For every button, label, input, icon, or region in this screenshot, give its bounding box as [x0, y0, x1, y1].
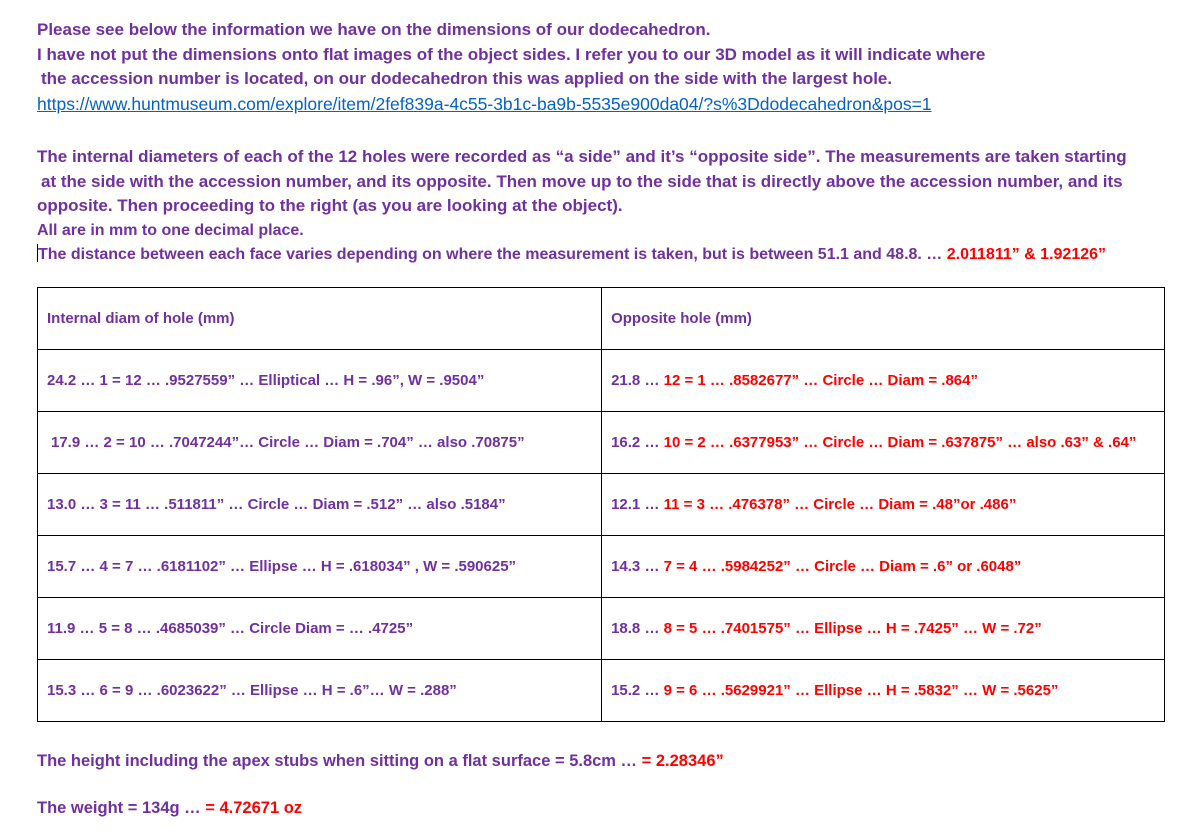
opposite-detail: 10 = 2 … .6377953” … Circle … Diam = .637875” … also .63” & .64” [659, 434, 1137, 451]
opposite-mm: 15.2 … [611, 682, 660, 699]
opposite-mm: 14.3 … [611, 558, 660, 575]
museum-3d-model-link[interactable]: https://www.huntmuseum.com/explore/item/2fef839a-4c55-3b1c-ba9b-5535e900da04/?s%3Ddodecahedron&pos=1 [37, 93, 932, 114]
opposite-detail: 7 = 4 … .5984252” … Circle … Diam = .6” or .6048” [659, 558, 1022, 575]
hole-mm: 13.0 … [47, 496, 96, 513]
opposite-mm: 16.2 … [611, 434, 660, 451]
intro-line-3: the accession number is located, on our dodecahedron this was applied on the side with the largest hole. [41, 69, 893, 88]
weight-label: The weight = 134g … [37, 799, 201, 817]
opposite-cell [602, 474, 1165, 536]
opposite-mm: 18.8 … [611, 620, 660, 637]
hole-detail: 3 = 11 … .511811” … Circle … Diam = .512” … also .5184” [95, 496, 506, 513]
hole-mm: 24.2 … [47, 372, 96, 389]
hole-mm: 15.3 … [47, 682, 96, 699]
hole-cell [38, 412, 602, 474]
face-distance-inches: 2.011811” & 1.92126” [942, 246, 1107, 263]
header-internal-diam: Internal diam of hole (mm) [38, 288, 602, 350]
weight-line [37, 799, 302, 818]
opposite-cell [602, 598, 1165, 660]
opposite-cell [602, 412, 1165, 474]
table-header-row [38, 288, 1165, 350]
hole-cell [38, 474, 602, 536]
hole-mm: 15.7 … [47, 558, 96, 575]
intro-line-2: I have not put the dimensions onto flat images of the object sides. I refer you to our 3D model as it will indicate where [37, 44, 986, 64]
hole-mm: 17.9 … [51, 434, 100, 451]
opposite-detail: 11 = 3 … .476378” … Circle … Diam = .48”or .486” [659, 496, 1017, 513]
face-distance-text: The distance between each face varies depending on where the measurement is taken, but is between 51.1 and 48.8. … [38, 246, 943, 263]
hole-detail: 1 = 12 … .9527559” … Elliptical … H = .96”, W = .9504” [95, 372, 485, 389]
opposite-mm: 21.8 … [611, 372, 660, 389]
opposite-detail: 9 = 6 … .5629921” … Ellipse … H = .5832” … W = .5625” [659, 682, 1059, 699]
hole-cell [38, 598, 602, 660]
header-opposite-hole: Opposite hole (mm) [602, 288, 1165, 350]
height-label: The height including the apex stubs when sitting on a flat surface = 5.8cm … [37, 752, 638, 770]
method-line-1: The internal diameters of each of the 12 holes were recorded as “a side” and it’s “opposite side”. The measurements are taken starting [37, 147, 1127, 166]
table-row [38, 660, 1165, 722]
hole-mm: 11.9 … [47, 620, 95, 637]
opposite-cell [602, 350, 1165, 412]
weight-ounces: = 4.72671 oz [200, 799, 303, 817]
hole-cell [38, 536, 602, 598]
hole-detail: 4 = 7 … .6181102” … Ellipse … H = .618034” , W = .590625” [95, 558, 517, 575]
height-inches: = 2.28346” [637, 752, 724, 770]
measurement-method-paragraph [37, 145, 1187, 268]
hole-cell [38, 660, 602, 722]
intro-paragraph [37, 18, 1187, 117]
opposite-detail: 8 = 5 … .7401575” … Ellipse … H = .7425” … W = .72” [659, 620, 1042, 637]
hole-detail: 6 = 9 … .6023622” … Ellipse … H = .6”… W = .288” [95, 682, 457, 699]
table-row [38, 598, 1165, 660]
height-line [37, 752, 724, 771]
opposite-cell [602, 660, 1165, 722]
hole-detail: 2 = 10 … .7047244”… Circle … Diam = .704” … also .70875” [99, 434, 525, 451]
opposite-cell [602, 536, 1165, 598]
hole-cell [38, 350, 602, 412]
opposite-mm: 12.1 … [611, 496, 660, 513]
hole-dimensions-table [37, 287, 1165, 722]
opposite-detail: 12 = 1 … .8582677” … Circle … Diam = .864” [659, 372, 978, 389]
method-line-2: at the side with the accession number, and its opposite. Then move up to the side that is directly above the accession number, and its [41, 171, 1123, 191]
face-distance-line [37, 243, 1187, 268]
hole-detail: 5 = 8 … .4685039” … Circle Diam = … .4725” [94, 620, 414, 637]
table-row [38, 412, 1165, 474]
table-row [38, 350, 1165, 412]
method-line-3: opposite. Then proceeding to the right (as you are looking at the object). [37, 196, 623, 215]
table-row [38, 536, 1165, 598]
table-row [38, 474, 1165, 536]
intro-line-1: Please see below the information we have on the dimensions of our dodecahedron. [37, 20, 711, 39]
method-line-4: All are in mm to one decimal place. [37, 221, 304, 239]
